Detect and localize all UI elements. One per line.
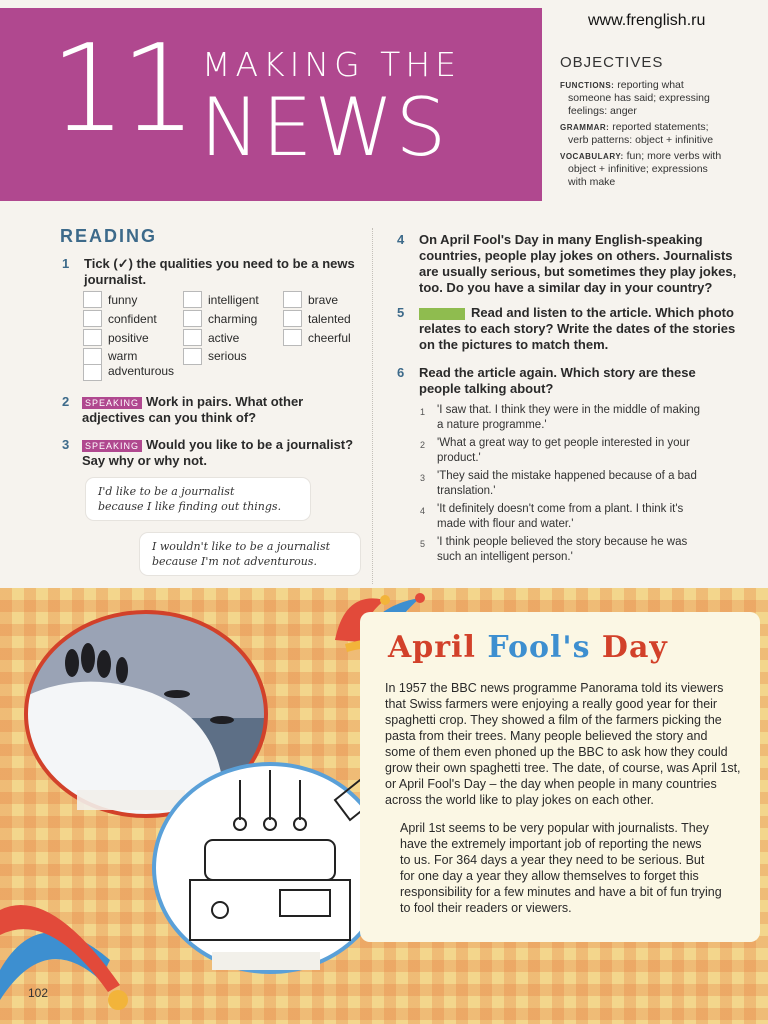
question-line: Say why or why not. (82, 453, 207, 468)
question-1-text (84, 256, 355, 288)
checkbox-confident[interactable] (83, 310, 102, 327)
article-title-word: April (388, 630, 476, 665)
statement-line: 'I saw that. I think they were in the middle of making (437, 404, 700, 416)
checkbox-cheerful[interactable] (283, 329, 302, 346)
statement-number: 1 (420, 407, 426, 417)
statement-2 (437, 436, 690, 466)
article-line: spaghetti crop. They showed a film of the farmers picking the (385, 713, 722, 727)
objective-grammar (560, 121, 760, 147)
checkbox-funny[interactable] (83, 291, 102, 308)
question-line: countries, people play jokes on others. Journalists (419, 248, 733, 263)
article-title-word: Day (601, 630, 668, 665)
question-line: Work in pairs. What other (146, 394, 304, 409)
question-line: Read and listen to the article. Which photo (471, 305, 734, 320)
speech-bubble-1 (86, 478, 310, 520)
objective-vocabulary (560, 150, 760, 189)
article-title-word: Fool's (487, 630, 591, 665)
question-3-text (82, 437, 353, 469)
statement-line: such an intelligent person.' (437, 551, 573, 563)
article-line: or April Fool's Day – the day when people in many countries (385, 777, 717, 791)
objective-text: feelings: anger (568, 105, 637, 117)
question-line: journalist. (84, 272, 147, 287)
article-paragraph-1 (385, 680, 741, 808)
unit-title-line1: MAKING THE (202, 45, 461, 84)
checkbox-positive[interactable] (83, 329, 102, 346)
article-paragraph-2 (400, 820, 722, 916)
statement-number: 5 (420, 539, 426, 549)
article-line: have the extremely important job of reporting the news (400, 837, 702, 851)
objectives-panel (550, 44, 760, 192)
checkbox-brave[interactable] (283, 291, 302, 308)
question-2-text (82, 394, 303, 426)
adjective-label: adventurous (108, 364, 175, 378)
question-line: adjectives can you think of? (82, 410, 257, 425)
bubble-line: I wouldn't like to be a journalist (152, 540, 331, 553)
question-number: 1 (62, 256, 70, 271)
statement-4 (437, 502, 683, 532)
bubble-line: because I'm not adventurous. (152, 555, 317, 568)
question-4-text (419, 232, 736, 296)
checkbox-adventurous[interactable] (83, 364, 102, 381)
question-5-text (419, 305, 735, 353)
objective-label: FUNCTIONS: (560, 81, 615, 90)
website-url[interactable]: www.frenglish.ru (588, 12, 706, 29)
checkbox-talented[interactable] (283, 310, 302, 327)
adjective-label: funny (108, 293, 138, 307)
checkbox-active[interactable] (183, 329, 202, 346)
statement-line: translation.' (437, 485, 496, 497)
speaking-tag: SPEAKING (82, 397, 142, 409)
question-line: Would you like to be a journalist? (146, 437, 354, 452)
article-line: responsibility for a few minutes and have a bit of fun trying (400, 885, 722, 899)
jester-ribbon-icon (0, 890, 150, 1024)
article-line: that Swiss farmers were enjoying a really good year for their (385, 697, 718, 711)
reading-heading: READING (60, 226, 158, 246)
article-line: pasta from their trees. Many people believed the story and (385, 729, 708, 743)
statement-line: product.' (437, 452, 481, 464)
column-divider (372, 228, 373, 584)
article-line: to fool their readers or viewers. (400, 901, 572, 915)
objective-text: fun; more verbs with (626, 150, 722, 162)
statement-1 (437, 403, 700, 433)
speech-bubble-2 (140, 533, 360, 575)
article-line: to us. For 364 days a year they need to be serious. But (400, 853, 705, 867)
audio-track-icon[interactable] (419, 308, 465, 320)
pasta-machine-drawing (150, 760, 390, 980)
question-line: relates to each story? Write the dates of the stories (419, 321, 736, 336)
question-number: 5 (397, 305, 405, 320)
adjective-label: brave (308, 293, 339, 307)
statement-3 (437, 469, 697, 499)
objective-label: VOCABULARY: (560, 152, 624, 161)
article-line: April 1st seems to be very popular with journalists. They (400, 821, 709, 835)
objective-label: GRAMMAR: (560, 123, 610, 132)
statement-number: 4 (420, 506, 426, 516)
article-line: across the world like to play jokes on each other. (385, 793, 654, 807)
bubble-line: I'd like to be a journalist (98, 485, 235, 498)
unit-title-line2: NEWS (200, 81, 449, 174)
question-number: 2 (62, 394, 70, 409)
adjective-label: charming (208, 312, 258, 326)
adjective-label: active (208, 331, 240, 345)
statement-5 (437, 535, 687, 565)
question-line: Read the article again. Which story are these (419, 365, 696, 380)
article-line: In 1957 the BBC news programme Panorama told its viewers (385, 681, 724, 695)
speaking-tag: SPEAKING (82, 440, 142, 452)
question-line: Tick (✓) the qualities you need to be a news (84, 256, 355, 271)
question-line: people talking about? (419, 381, 554, 396)
adjective-label: cheerful (308, 331, 351, 345)
adjective-label: talented (308, 312, 351, 326)
adjective-label: warm (108, 349, 138, 363)
adjective-label: positive (108, 331, 149, 345)
unit-number: 11 (50, 20, 191, 159)
statement-line: 'I think people believed the story because he was (437, 536, 688, 548)
question-number: 3 (62, 437, 70, 452)
objectives-title: OBJECTIVES (560, 54, 664, 71)
question-6-text (419, 365, 696, 397)
question-line: are usually serious, but sometimes they play jokes, (419, 264, 737, 279)
question-number: 6 (397, 365, 405, 380)
adjective-label: confident (108, 312, 157, 326)
statement-line: 'It definitely doesn't come from a plant. I think it's (437, 503, 684, 515)
checkbox-charming[interactable] (183, 310, 202, 327)
question-line: on the pictures to match them. (419, 337, 609, 352)
statement-line: 'They said the mistake happened because of a bad (437, 470, 697, 482)
adjective-label: serious (208, 349, 247, 363)
statement-line: 'What a great way to get people interested in your (437, 437, 690, 449)
objective-functions (560, 79, 760, 118)
objective-text: reporting what (617, 79, 684, 91)
adjective-label: intelligent (208, 293, 259, 307)
statement-line: made with flour and water.' (437, 518, 574, 530)
objective-text: someone has said; expressing (568, 92, 710, 104)
question-number: 4 (397, 232, 405, 247)
article-title (388, 630, 668, 665)
objective-text: verb patterns: object + infinitive (568, 134, 714, 146)
objective-text: object + infinitive; expressions (568, 163, 708, 175)
article-line: some of them even phoned up the BBC to ask how they could (385, 745, 728, 759)
bubble-line: because I like finding out things. (98, 500, 282, 513)
question-line: On April Fool's Day in many English-speaking (419, 232, 703, 247)
statement-number: 3 (420, 473, 426, 483)
page-number: 102 (28, 986, 49, 1000)
article-line: for one day a year they allow themselves to forget this (400, 869, 699, 883)
question-line: too. Do you have a similar day in your country? (419, 280, 713, 295)
checkbox-warm[interactable] (83, 348, 102, 365)
statement-line: a nature programme.' (437, 419, 547, 431)
checkbox-intelligent[interactable] (183, 291, 202, 308)
statement-number: 2 (420, 440, 426, 450)
objective-text: with make (568, 176, 616, 188)
checkbox-serious[interactable] (183, 348, 202, 365)
article-line: grow their own spaghetti tree. The date, of course, was April 1st, (385, 761, 741, 775)
objective-text: reported statements; (612, 121, 709, 133)
